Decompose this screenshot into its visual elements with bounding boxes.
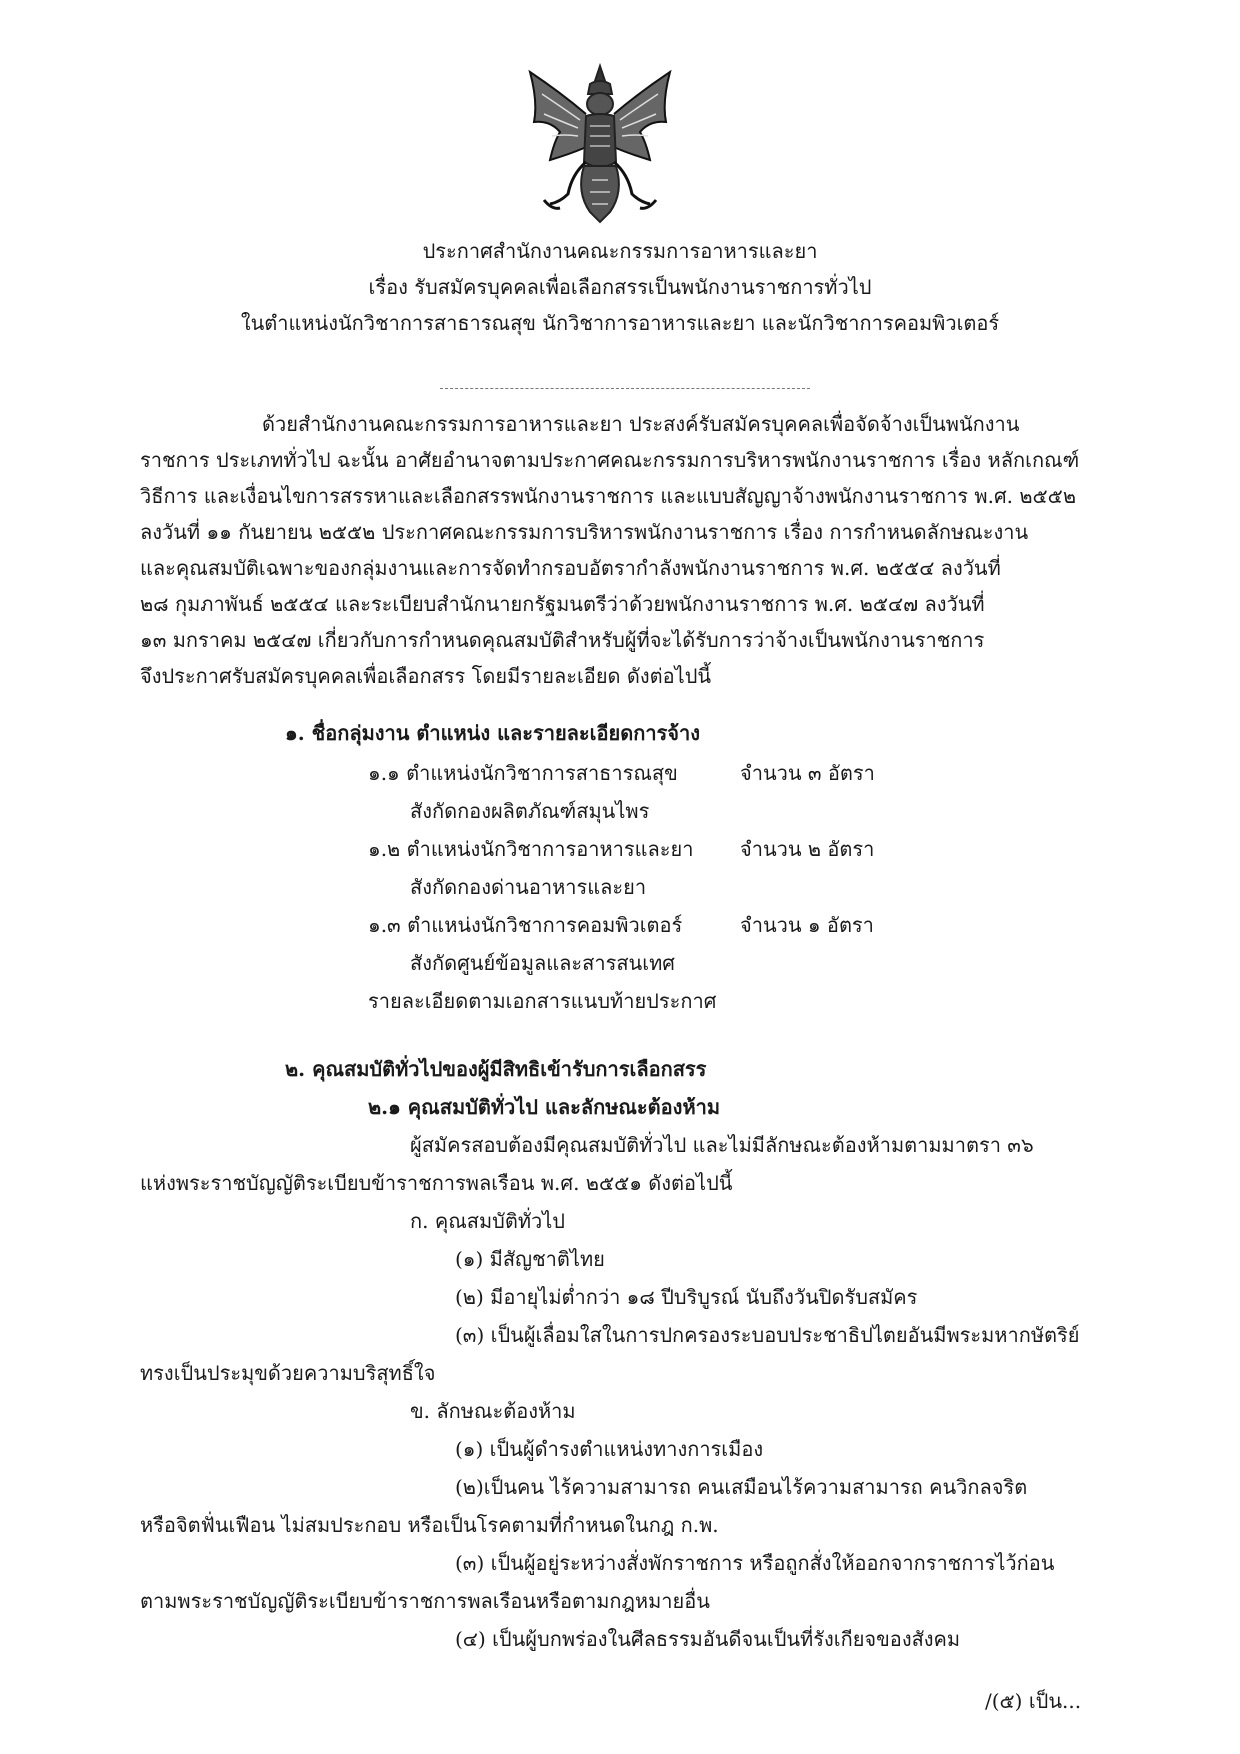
intro-line-6: ๒๘ กุมภาพันธ์ ๒๕๕๔ และระเบียบสำนักนายกรัฐมนตรีว่าด้วยพนักงานราชการ พ.ศ. ๒๕๔๗ ลงวันที่ — [140, 592, 985, 616]
intro-line-1: ด้วยสำนักงานคณะกรรมการอาหารและยา ประสงค์รับสมัครบุคคลเพื่อจัดจ้างเป็นพนักงาน — [262, 412, 1020, 436]
header-divider — [440, 388, 810, 389]
prohibited-item-3-line-2: ตามพระราชบัญญัติระเบียบข้าราชการพลเรือนหรือตามกฎหมายอื่น — [140, 1589, 710, 1613]
prohibited-item-1: (๑) เป็นผู้ดำรงตำแหน่งทางการเมือง — [455, 1437, 764, 1461]
attachment-note: รายละเอียดตามเอกสารแนบท้ายประกาศ — [368, 989, 717, 1013]
position-2-count: จำนวน ๒ อัตรา — [740, 837, 875, 861]
position-3-title: ๑.๓ ตำแหน่งนักวิชาการคอมพิวเตอร์ — [368, 913, 683, 937]
position-1-title: ๑.๑ ตำแหน่งนักวิชาการสาธารณสุข — [368, 761, 678, 785]
general-qualifications-label: ก. คุณสมบัติทั่วไป — [410, 1209, 565, 1233]
intro-line-2: ราชการ ประเภททั่วไป ฉะนั้น อาศัยอำนาจตามประกาศคณะกรรมการบริหารพนักงานราชการ เรื่อง หลักเกณฑ์ — [140, 448, 1080, 472]
position-3-unit: สังกัดศูนย์ข้อมูลและสารสนเทศ — [410, 951, 675, 975]
intro-line-4: ลงวันที่ ๑๑ กันยายน ๒๕๕๒ ประกาศคณะกรรมการบริหารพนักงานราชการ เรื่อง การกำหนดลักษณะงาน — [140, 520, 1029, 544]
position-3-count: จำนวน ๑ อัตรา — [740, 913, 874, 937]
qualification-para-line-2: แห่งพระราชบัญญัติระเบียบข้าราชการพลเรือน พ.ศ. ๒๕๕๑ ดังต่อไปนี้ — [140, 1171, 733, 1195]
position-1-unit: สังกัดกองผลิตภัณฑ์สมุนไพร — [410, 799, 650, 823]
section-2-1-heading: ๒.๑ คุณสมบัติทั่วไป และลักษณะต้องห้าม — [368, 1095, 721, 1119]
continuation-marker: /(๕) เป็น... — [985, 1689, 1082, 1713]
prohibited-item-2-line-1: (๒)เป็นคน ไร้ความสามารถ คนเสมือนไร้ความสามารถ คนวิกลจริต — [455, 1475, 1028, 1499]
general-item-3-line-1: (๓) เป็นผู้เลื่อมใสในการปกครองระบอบประชาธิปไตยอันมีพระมหากษัตริย์ — [455, 1323, 1080, 1347]
prohibited-item-2-line-2: หรือจิตฟั่นเฟือน ไม่สมประกอบ หรือเป็นโรคตามที่กำหนดในกฎ ก.พ. — [140, 1513, 719, 1537]
intro-line-7: ๑๓ มกราคม ๒๕๔๗ เกี่ยวกับการกำหนดคุณสมบัติสำหรับผู้ที่จะได้รับการว่าจ้างเป็นพนักงานราชการ — [140, 628, 985, 652]
intro-line-3: วิธีการ และเงื่อนไขการสรรหาและเลือกสรรพนักงานราชการ และแบบสัญญาจ้างพนักงานราชการ พ.ศ. ๒๕๕๒ — [140, 484, 1076, 508]
section-2-heading: ๒. คุณสมบัติทั่วไปของผู้มีสิทธิเข้ารับการเลือกสรร — [285, 1057, 707, 1081]
intro-line-8: จึงประกาศรับสมัครบุคคลเพื่อเลือกสรร โดยมีรายละเอียด ดังต่อไปนี้ — [140, 664, 712, 688]
position-2-title: ๑.๒ ตำแหน่งนักวิชาการอาหารและยา — [368, 837, 694, 861]
general-item-3-line-2: ทรงเป็นประมุขด้วยความบริสุทธิ์ใจ — [140, 1361, 436, 1385]
prohibited-item-3-line-1: (๓) เป็นผู้อยู่ระหว่างสั่งพักราชการ หรือถูกสั่งให้ออกจากราชการไว้ก่อน — [455, 1551, 1055, 1575]
general-item-1: (๑) มีสัญชาติไทย — [455, 1247, 605, 1271]
qualification-para-line-1: ผู้สมัครสอบต้องมีคุณสมบัติทั่วไป และไม่มีลักษณะต้องห้ามตามมาตรา ๓๖ — [410, 1133, 1034, 1157]
section-1-heading: ๑. ชื่อกลุ่มงาน ตำแหน่ง และรายละเอียดการจ้าง — [285, 721, 701, 745]
position-2-unit: สังกัดกองด่านอาหารและยา — [410, 875, 647, 899]
general-item-2: (๒) มีอายุไม่ต่ำกว่า ๑๘ ปีบริบูรณ์ นับถึงวันปิดรับสมัคร — [455, 1285, 918, 1309]
announcement-title: ประกาศสำนักงานคณะกรรมการอาหารและยา — [422, 239, 818, 263]
prohibited-label: ข. ลักษณะต้องห้าม — [410, 1399, 576, 1423]
announcement-positions-line: ในตำแหน่งนักวิชาการสาธารณสุข นักวิชาการอาหารและยา และนักวิชาการคอมพิวเตอร์ — [240, 311, 1000, 335]
announcement-subject: เรื่อง รับสมัครบุคคลเพื่อเลือกสรรเป็นพนักงานราชการทั่วไป — [368, 275, 872, 299]
position-1-count: จำนวน ๓ อัตรา — [740, 761, 875, 785]
intro-line-5: และคุณสมบัติเฉพาะของกลุ่มงานและการจัดทำกรอบอัตรากำลังพนักงานราชการ พ.ศ. ๒๕๕๔ ลงวันที่ — [140, 556, 1001, 580]
prohibited-item-4: (๔) เป็นผู้บกพร่องในศีลธรรมอันดีจนเป็นที่รังเกียจของสังคม — [455, 1627, 961, 1651]
garuda-emblem-icon — [520, 62, 680, 227]
